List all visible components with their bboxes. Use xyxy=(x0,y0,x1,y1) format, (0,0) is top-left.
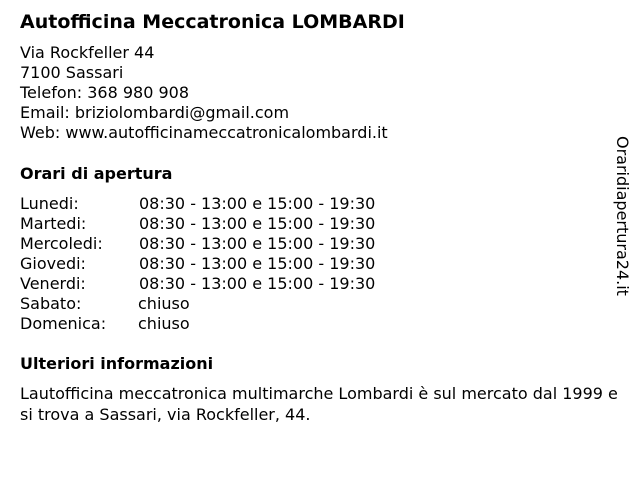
email-line: Email: briziolombardi@gmail.com xyxy=(20,103,290,122)
time-value: 08:30 - 13:00 e 15:00 - 19:30 xyxy=(139,194,376,213)
day-label: Venerdi: xyxy=(20,274,86,293)
day-label: Martedi: xyxy=(20,214,87,233)
site-watermark-label: Oraridiapertura24.it xyxy=(613,136,632,296)
web-line: Web: www.autofficinameccatronicalombardi.it xyxy=(20,123,388,142)
day-label: Lunedi: xyxy=(20,194,79,213)
phone-line: Telefon: 368 980 908 xyxy=(20,83,190,102)
time-value: 08:30 - 13:00 e 15:00 - 19:30 xyxy=(139,234,376,253)
address-line: Via Rockfeller 44 xyxy=(20,43,155,62)
hours-row-venerdi xyxy=(20,274,440,294)
time-value: chiuso xyxy=(138,294,190,313)
time-value: 08:30 - 13:00 e 15:00 - 19:30 xyxy=(139,274,376,293)
info-heading: Ulteriori informazioni xyxy=(20,354,214,373)
hours-row-giovedi xyxy=(20,254,440,274)
day-label: Sabato: xyxy=(20,294,82,313)
time-value: chiuso xyxy=(138,314,190,333)
info-text: Lautofficina meccatronica multimarche Lombardi è sul mercato dal 1999 e si trova a Sassari, via Rockfeller, 44. xyxy=(20,384,618,424)
business-name: Autofficina Meccatronica LOMBARDI xyxy=(20,11,405,33)
hours-row-mercoledi xyxy=(20,234,440,254)
site-watermark xyxy=(612,136,636,310)
hours-heading: Orari di apertura xyxy=(20,164,173,183)
opening-hours-list xyxy=(20,194,440,334)
hours-row-sabato xyxy=(20,294,440,314)
day-label: Domenica: xyxy=(20,314,107,333)
hours-row-martedi xyxy=(20,214,440,234)
day-label: Mercoledi: xyxy=(20,234,103,253)
time-value: 08:30 - 13:00 e 15:00 - 19:30 xyxy=(139,254,376,273)
day-label: Giovedi: xyxy=(20,254,86,273)
city-line: 7100 Sassari xyxy=(20,63,124,82)
contact-details xyxy=(20,43,388,143)
hours-row-lunedi xyxy=(20,194,440,214)
hours-row-domenica xyxy=(20,314,440,334)
time-value: 08:30 - 13:00 e 15:00 - 19:30 xyxy=(139,214,376,233)
